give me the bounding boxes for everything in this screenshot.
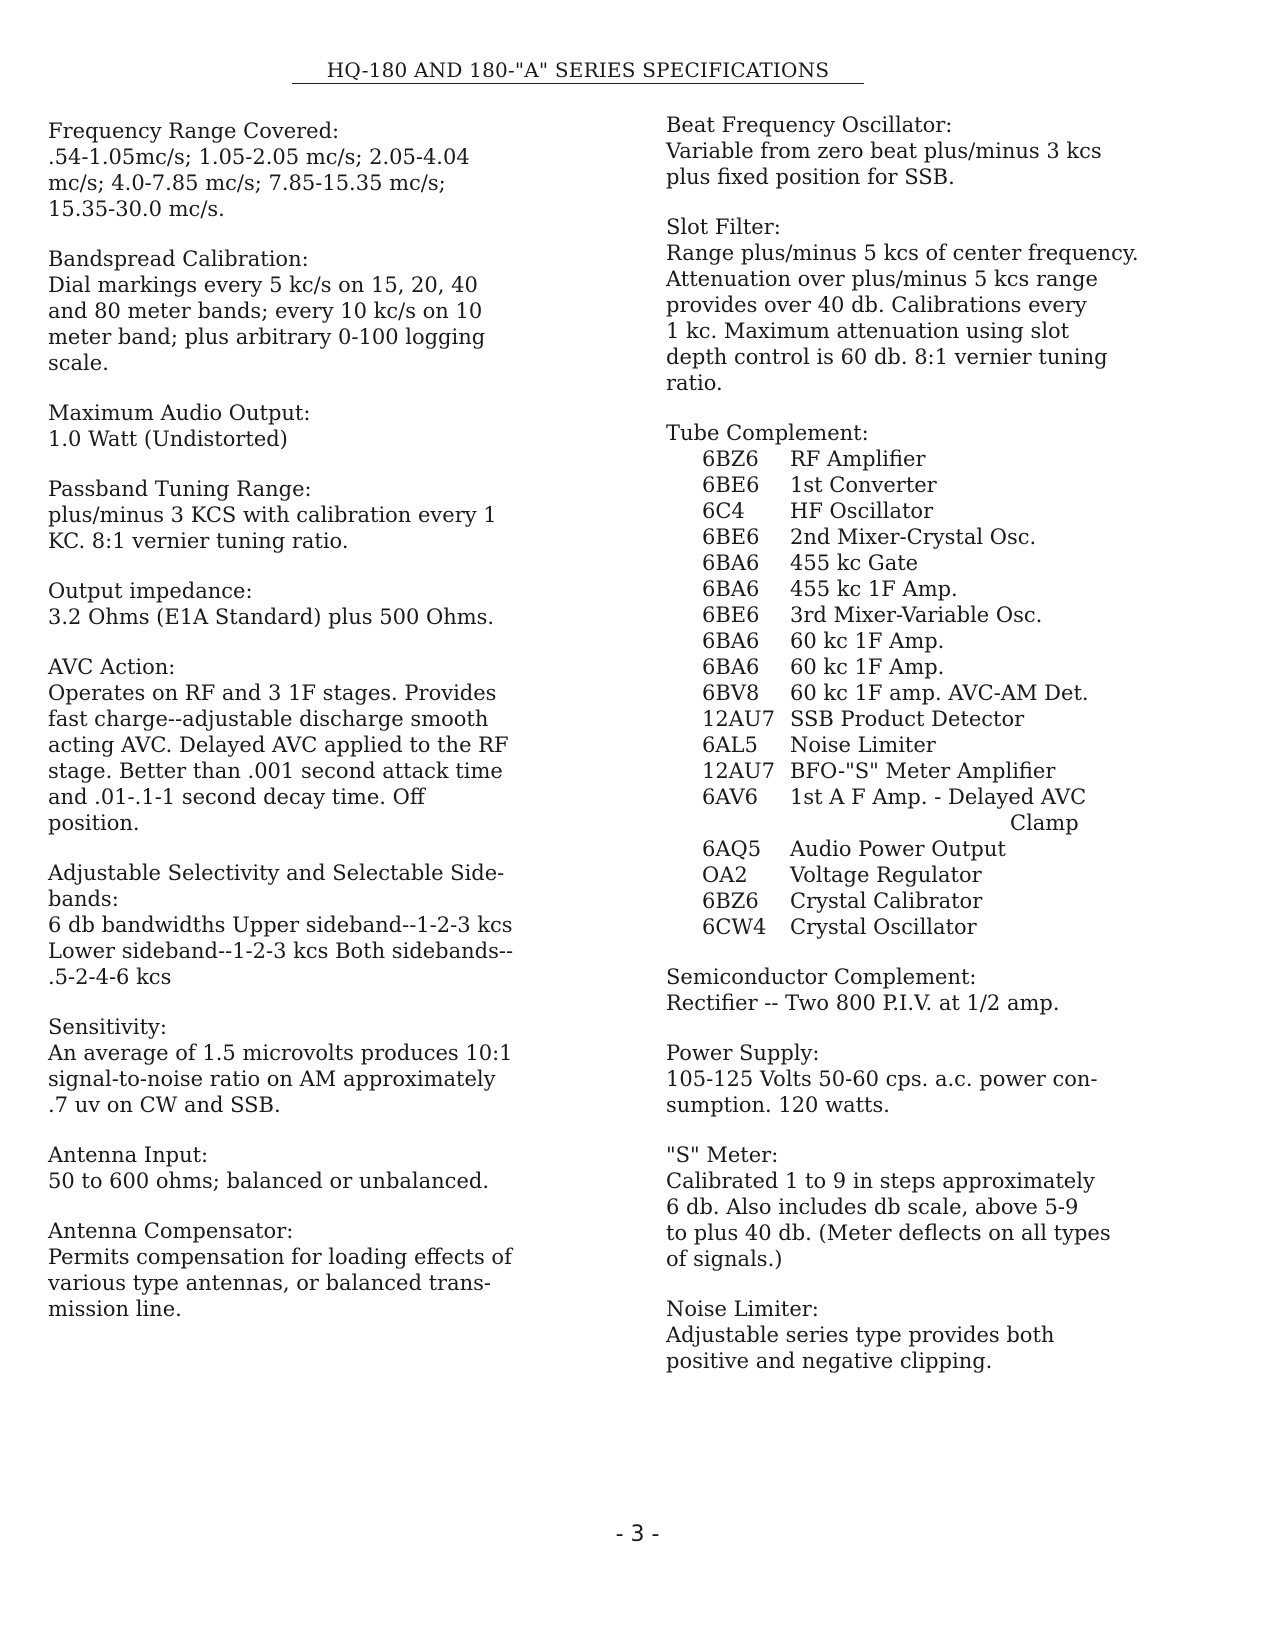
tube-function: SSB Product Detector bbox=[790, 707, 1025, 731]
tube-complement-heading: Tube Complement: bbox=[666, 421, 869, 445]
tube-row bbox=[666, 550, 1226, 576]
spec-text-line: 3.2 Ohms (E1A Standard) plus 500 Ohms. bbox=[48, 605, 495, 629]
tube-code: 6AV6 bbox=[702, 785, 759, 809]
spec-text-line: 6 db. Also includes db scale, above 5-9 bbox=[666, 1195, 1079, 1219]
tube-code: OA2 bbox=[702, 863, 748, 887]
spec-text-line: meter band; plus arbitrary 0-100 logging bbox=[48, 325, 486, 349]
tube-function: BFO-"S" Meter Amplifier bbox=[790, 759, 1056, 783]
spec-section bbox=[48, 860, 628, 990]
spec-text-line: positive and negative clipping. bbox=[666, 1349, 993, 1373]
spec-section bbox=[48, 246, 628, 376]
spec-section bbox=[666, 1296, 1226, 1374]
spec-heading: Frequency Range Covered: bbox=[48, 119, 340, 143]
tube-function: 1st A F Amp. - Delayed AVC bbox=[790, 785, 1087, 809]
spec-section bbox=[48, 1142, 628, 1194]
tube-code: 6CW4 bbox=[702, 915, 767, 939]
tube-code: 6BE6 bbox=[702, 473, 760, 497]
spec-text-line: of signals.) bbox=[666, 1247, 783, 1271]
spec-text-line: provides over 40 db. Calibrations every bbox=[666, 293, 1087, 317]
page-number: - 3 - bbox=[615, 1522, 660, 1547]
tube-function: 455 kc Gate bbox=[790, 551, 919, 575]
spec-text-line: .54-1.05mc/s; 1.05-2.05 mc/s; 2.05-4.04 bbox=[48, 145, 470, 169]
spec-section bbox=[666, 1142, 1226, 1272]
spec-section bbox=[48, 654, 628, 836]
tube-row bbox=[666, 706, 1226, 732]
right-column bbox=[666, 112, 1226, 1398]
tube-row bbox=[666, 758, 1226, 784]
tube-row bbox=[666, 732, 1226, 758]
spec-heading: Antenna Compensator: bbox=[48, 1219, 294, 1243]
tube-function: RF Amplifier bbox=[790, 447, 926, 471]
spec-heading: Output impedance: bbox=[48, 579, 253, 603]
spec-heading: Noise Limiter: bbox=[666, 1297, 819, 1321]
tube-row bbox=[666, 888, 1226, 914]
spec-text-line: Calibrated 1 to 9 in steps approximately bbox=[666, 1169, 1095, 1193]
spec-section bbox=[48, 118, 628, 222]
tube-row bbox=[666, 784, 1226, 810]
spec-text-line: sumption. 120 watts. bbox=[666, 1093, 890, 1117]
tube-code: 6BA6 bbox=[702, 551, 760, 575]
tube-function: Voltage Regulator bbox=[790, 863, 982, 887]
spec-section-tube-complement bbox=[666, 420, 1226, 940]
tube-code: 12AU7 bbox=[702, 707, 775, 731]
tube-list bbox=[666, 446, 1226, 940]
spec-text-line: 1 kc. Maximum attenuation using slot bbox=[666, 319, 1070, 343]
spec-heading: Sensitivity: bbox=[48, 1015, 167, 1039]
spec-text-line: plus/minus 3 KCS with calibration every 1 bbox=[48, 503, 497, 527]
spec-text-line: Lower sideband--1-2-3 kcs Both sidebands-- bbox=[48, 939, 514, 963]
tube-row bbox=[666, 576, 1226, 602]
page-title: HQ-180 AND 180-"A" SERIES SPECIFICATIONS bbox=[292, 58, 864, 84]
spec-heading: Semiconductor Complement: bbox=[666, 965, 977, 989]
spec-heading: Bandspread Calibration: bbox=[48, 247, 309, 271]
spec-heading: Beat Frequency Oscillator: bbox=[666, 113, 953, 137]
tube-code: 6AQ5 bbox=[702, 837, 762, 861]
spec-text-line: Permits compensation for loading effects of bbox=[48, 1245, 512, 1269]
spec-text-line: 6 db bandwidths Upper sideband--1-2-3 kcs bbox=[48, 913, 513, 937]
spec-heading: Power Supply: bbox=[666, 1041, 820, 1065]
spec-text-line: 105-125 Volts 50-60 cps. a.c. power con- bbox=[666, 1067, 1098, 1091]
spec-text-line: Dial markings every 5 kc/s on 15, 20, 40 bbox=[48, 273, 478, 297]
spec-text-line: various type antennas, or balanced trans- bbox=[48, 1271, 491, 1295]
spec-heading: Adjustable Selectivity and Selectable Side- bbox=[48, 861, 505, 885]
tube-row bbox=[666, 680, 1226, 706]
spec-text-line: mc/s; 4.0-7.85 mc/s; 7.85-15.35 mc/s; bbox=[48, 171, 446, 195]
left-column bbox=[48, 118, 628, 1346]
spec-text-line: Adjustable series type provides both bbox=[666, 1323, 1055, 1347]
tube-row bbox=[666, 654, 1226, 680]
tube-function: Noise Limiter bbox=[790, 733, 936, 757]
spec-text-line: 50 to 600 ohms; balanced or unbalanced. bbox=[48, 1169, 489, 1193]
tube-code: 6BA6 bbox=[702, 629, 760, 653]
spec-section bbox=[666, 1040, 1226, 1118]
tube-row bbox=[666, 472, 1226, 498]
spec-text-line: Range plus/minus 5 kcs of center frequency. bbox=[666, 241, 1139, 265]
tube-code: 6BE6 bbox=[702, 525, 760, 549]
spec-text-line: depth control is 60 db. 8:1 vernier tuning bbox=[666, 345, 1108, 369]
tube-function: Crystal Oscillator bbox=[790, 915, 977, 939]
spec-text-line: position. bbox=[48, 811, 140, 835]
spec-section bbox=[48, 1218, 628, 1322]
tube-row bbox=[666, 602, 1226, 628]
tube-function-continuation: Clamp bbox=[1010, 811, 1079, 835]
spec-section bbox=[48, 578, 628, 630]
spec-text-line: and .01-.1-1 second decay time. Off bbox=[48, 785, 425, 809]
tube-function: 3rd Mixer-Variable Osc. bbox=[790, 603, 1043, 627]
tube-function: Audio Power Output bbox=[790, 837, 1006, 861]
tube-code: 6BZ6 bbox=[702, 447, 759, 471]
spec-heading: Antenna Input: bbox=[48, 1143, 209, 1167]
spec-text-line: to plus 40 db. (Meter deflects on all types bbox=[666, 1221, 1111, 1245]
tube-row bbox=[666, 862, 1226, 888]
tube-code: 6BZ6 bbox=[702, 889, 759, 913]
tube-function: 1st Converter bbox=[790, 473, 937, 497]
spec-text-line: stage. Better than .001 second attack time bbox=[48, 759, 503, 783]
spec-text-line: .7 uv on CW and SSB. bbox=[48, 1093, 281, 1117]
spec-text-line: acting AVC. Delayed AVC applied to the RF bbox=[48, 733, 509, 757]
spec-section bbox=[48, 476, 628, 554]
spec-section bbox=[666, 964, 1226, 1016]
spec-section bbox=[666, 112, 1226, 190]
tube-row bbox=[666, 498, 1226, 524]
spec-text-line: fast charge--adjustable discharge smooth bbox=[48, 707, 489, 731]
spec-text-line: and 80 meter bands; every 10 kc/s on 10 bbox=[48, 299, 483, 323]
tube-function: 2nd Mixer-Crystal Osc. bbox=[790, 525, 1037, 549]
spec-text-line: signal-to-noise ratio on AM approximately bbox=[48, 1067, 496, 1091]
tube-row bbox=[666, 836, 1226, 862]
spec-heading: "S" Meter: bbox=[666, 1143, 779, 1167]
tube-row bbox=[666, 446, 1226, 472]
spec-text-line: ratio. bbox=[666, 371, 723, 395]
spec-text-line: Attenuation over plus/minus 5 kcs range bbox=[666, 267, 1098, 291]
tube-row bbox=[666, 524, 1226, 550]
spec-section bbox=[48, 400, 628, 452]
spec-text-line: .5-2-4-6 kcs bbox=[48, 965, 172, 989]
spec-heading: Slot Filter: bbox=[666, 215, 781, 239]
spec-text-line: Variable from zero beat plus/minus 3 kcs bbox=[666, 139, 1102, 163]
tube-code: 12AU7 bbox=[702, 759, 775, 783]
tube-function: HF Oscillator bbox=[790, 499, 934, 523]
spec-heading: Maximum Audio Output: bbox=[48, 401, 311, 425]
spec-text-line: mission line. bbox=[48, 1297, 182, 1321]
spec-text-line: 15.35-30.0 mc/s. bbox=[48, 197, 225, 221]
spec-heading: Passband Tuning Range: bbox=[48, 477, 312, 501]
tube-row bbox=[666, 914, 1226, 940]
tube-code: 6BE6 bbox=[702, 603, 760, 627]
tube-function: 60 kc 1F Amp. bbox=[790, 655, 945, 679]
tube-function: Crystal Calibrator bbox=[790, 889, 983, 913]
spec-heading: AVC Action: bbox=[48, 655, 176, 679]
tube-function: 60 kc 1F Amp. bbox=[790, 629, 945, 653]
tube-function: 60 kc 1F amp. AVC-AM Det. bbox=[790, 681, 1089, 705]
tube-code: 6AL5 bbox=[702, 733, 758, 757]
spec-text-line: 1.0 Watt (Undistorted) bbox=[48, 427, 288, 451]
tube-row bbox=[666, 628, 1226, 654]
spec-text-line: KC. 8:1 vernier tuning ratio. bbox=[48, 529, 349, 553]
tube-code: 6C4 bbox=[702, 499, 745, 523]
spec-text-line: Operates on RF and 3 1F stages. Provides bbox=[48, 681, 497, 705]
spec-text-line: Rectifier -- Two 800 P.I.V. at 1/2 amp. bbox=[666, 991, 1060, 1015]
spec-text-line: plus fixed position for SSB. bbox=[666, 165, 955, 189]
tube-function: 455 kc 1F Amp. bbox=[790, 577, 958, 601]
spec-text-line: An average of 1.5 microvolts produces 10:1 bbox=[48, 1041, 513, 1065]
spec-section bbox=[666, 214, 1226, 396]
spec-text-line: scale. bbox=[48, 351, 109, 375]
tube-code: 6BA6 bbox=[702, 655, 760, 679]
spec-text-line: bands: bbox=[48, 887, 119, 911]
spec-section bbox=[48, 1014, 628, 1118]
tube-code: 6BV8 bbox=[702, 681, 760, 705]
tube-code: 6BA6 bbox=[702, 577, 760, 601]
